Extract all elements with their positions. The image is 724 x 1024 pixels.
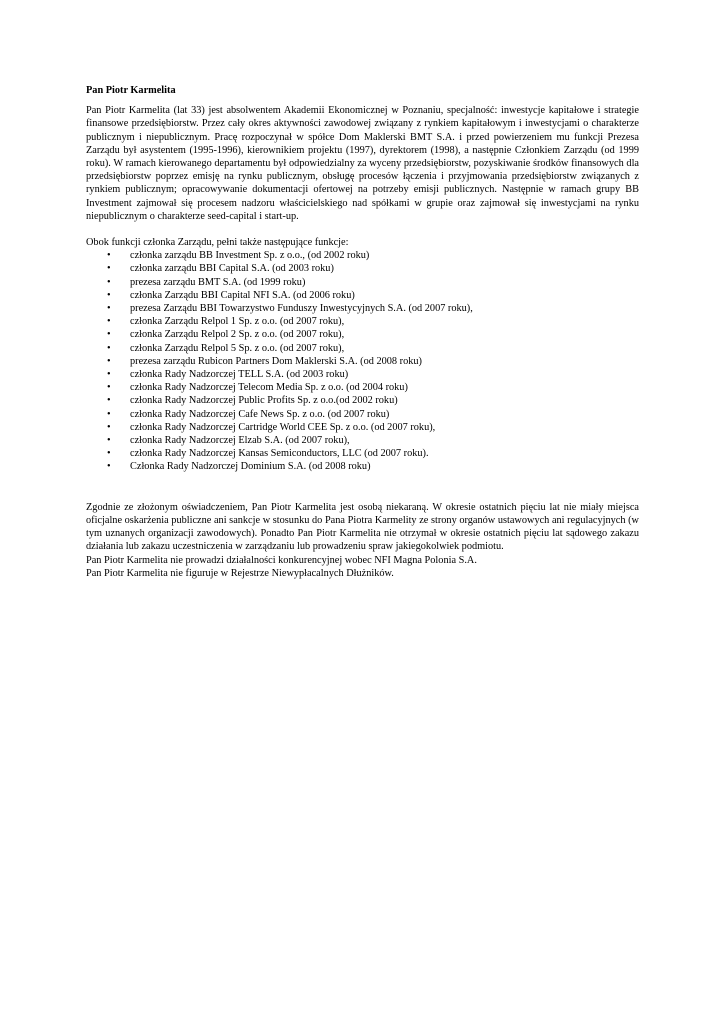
list-item-text: członka Zarządu Relpol 2 Sp. z o.o. (od 2007 roku), (130, 329, 345, 341)
list-item (86, 262, 639, 275)
bullet-icon: • (107, 342, 111, 354)
bullet-icon: • (107, 408, 111, 420)
list-item-text: prezesa zarządu Rubicon Partners Dom Maklerski S.A. (od 2008 roku) (130, 355, 422, 367)
list-item-text: członka Zarządu Relpol 5 Sp. z o.o. (od 2007 roku), (130, 342, 345, 354)
bullet-icon: • (107, 250, 111, 262)
list-item (86, 394, 639, 407)
list-item (86, 249, 639, 262)
document-page (86, 84, 639, 580)
list-item-text: członka Zarządu Relpol 1 Sp. z o.o. (od 2007 roku), (130, 316, 345, 328)
debtors-statement: Pan Piotr Karmelita nie figuruje w Rejestrze Niewypłacalnych Dłużników. (86, 567, 394, 579)
list-item (86, 328, 639, 341)
bio-paragraph: Pan Piotr Karmelita (lat 33) jest absolwentem Akademii Ekonomicznej w Poznaniu, specjalność: inwestycje kapitałowe i strategie finansowe przedsiębiorstw. Przez cały okres aktywności zawodowej związany z rynkiem kapitałowym i inwestycjami o charakterze publicznym i niepublicznym. Pracę rozpoczynał w spółce Dom Maklerski BMT S.A. i przed powierzeniem mu funkcji Prezesa Zarządu był asystentem (1995-1996), kierownikiem projektu (1997), dyrektorem (1998), a następnie Członkiem Zarządu (od 1999 roku). W ramach kierowanego departamentu był odpowiedzialny za wyceny przedsiębiorstw, pozyskiwanie środków finansowych dla przedsiębiorstw poprzez emisję na rynku publicznym, obsługę procesów łączenia i przyjmowania przedsiębiorstw związanych z rynkiem publicznym; opracowywanie dokumentacji ofertowej na potrzeby emisji publicznych. Następnie w ramach grupy BB Investment zajmował się procesem nadzoru właścicielskiego nad spółkami w grupie oraz zajmował się inwestycjami na rynku niepublicznym o charakterze seed-capital i start-up. (86, 105, 639, 222)
bullet-icon: • (107, 263, 111, 275)
list-item (86, 315, 639, 328)
list-item-text: prezesa zarządu BMT S.A. (od 1999 roku) (130, 276, 306, 288)
functions-intro: Obok funkcji członka Zarządu, pełni także następujące funkcje: (86, 237, 349, 249)
list-item-text: członka Rady Nadzorczej TELL S.A. (od 2003 roku) (130, 369, 349, 381)
list-item-text: prezesa Zarządu BBI Towarzystwo Funduszy Inwestycyjnych S.A. (od 2007 roku), (130, 303, 473, 315)
functions-list (86, 249, 639, 473)
competition-statement: Pan Piotr Karmelita nie prowadzi działalności konkurencyjnej wobec NFI Magna Polonia S.A. (86, 554, 477, 566)
document-title: Pan Piotr Karmelita (86, 85, 176, 96)
list-item-text: członka Rady Nadzorczej Cafe News Sp. z o.o. (od 2007 roku) (130, 408, 390, 420)
list-item-text: członka Rady Nadzorczej Public Profits Sp. z o.o.(od 2002 roku) (130, 395, 398, 407)
list-item (86, 460, 639, 473)
list-item-text: Członka Rady Nadzorczej Dominium S.A. (od 2008 roku) (130, 461, 371, 473)
spacer (86, 474, 639, 501)
list-item (86, 408, 639, 421)
list-item (86, 368, 639, 381)
bullet-icon: • (107, 329, 111, 341)
bullet-icon: • (107, 448, 111, 460)
list-item-text: członka Zarządu BBI Capital NFI S.A. (od 2006 roku) (130, 289, 355, 301)
declaration-paragraph: Zgodnie ze złożonym oświadczeniem, Pan Piotr Karmelita jest osobą niekaraną. W okresie ostatnich pięciu lat nie miały miejsca oficjalne oskarżenia publiczne ani sankcje w stosunku do Pana Piotra Karmelity ze strony organów ustawowych ani regulacyjnych (w tym uznanych organizacji zawodowych). Ponadto Pan Piotr Karmelita nie otrzymał w okresie ostatnich pięciu lat sądowego zakazu działania lub zakazu uczestniczenia w zarządzaniu lub prowadzeniu spraw jakiegokolwiek podmiotu. (86, 501, 639, 553)
list-item (86, 434, 639, 447)
bullet-icon: • (107, 435, 111, 447)
bullet-icon: • (107, 316, 111, 328)
bullet-icon: • (107, 421, 111, 433)
bullet-icon: • (107, 461, 111, 473)
list-item (86, 421, 639, 434)
list-item-text: członka Rady Nadzorczej Cartridge World CEE Sp. z o.o. (od 2007 roku), (130, 421, 436, 433)
bullet-icon: • (107, 369, 111, 381)
list-item (86, 276, 639, 289)
list-item (86, 355, 639, 368)
list-item-text: członka Rady Nadzorczej Telecom Media Sp. z o.o. (od 2004 roku) (130, 382, 408, 394)
bullet-icon: • (107, 382, 111, 394)
list-item (86, 302, 639, 315)
list-item (86, 381, 639, 394)
bullet-icon: • (107, 303, 111, 315)
bullet-icon: • (107, 289, 111, 301)
list-item (86, 447, 639, 460)
list-item-text: członka zarządu BB Investment Sp. z o.o., (od 2002 roku) (130, 250, 370, 262)
list-item (86, 342, 639, 355)
list-item (86, 289, 639, 302)
bullet-icon: • (107, 355, 111, 367)
list-item-text: członka Rady Nadzorczej Kansas Semiconductors, LLC (od 2007 roku). (130, 448, 429, 460)
list-item-text: członka Rady Nadzorczej Elzab S.A. (od 2007 roku), (130, 435, 350, 447)
bullet-icon: • (107, 276, 111, 288)
bullet-icon: • (107, 395, 111, 407)
list-item-text: członka zarządu BBI Capital S.A. (od 2003 roku) (130, 263, 334, 275)
